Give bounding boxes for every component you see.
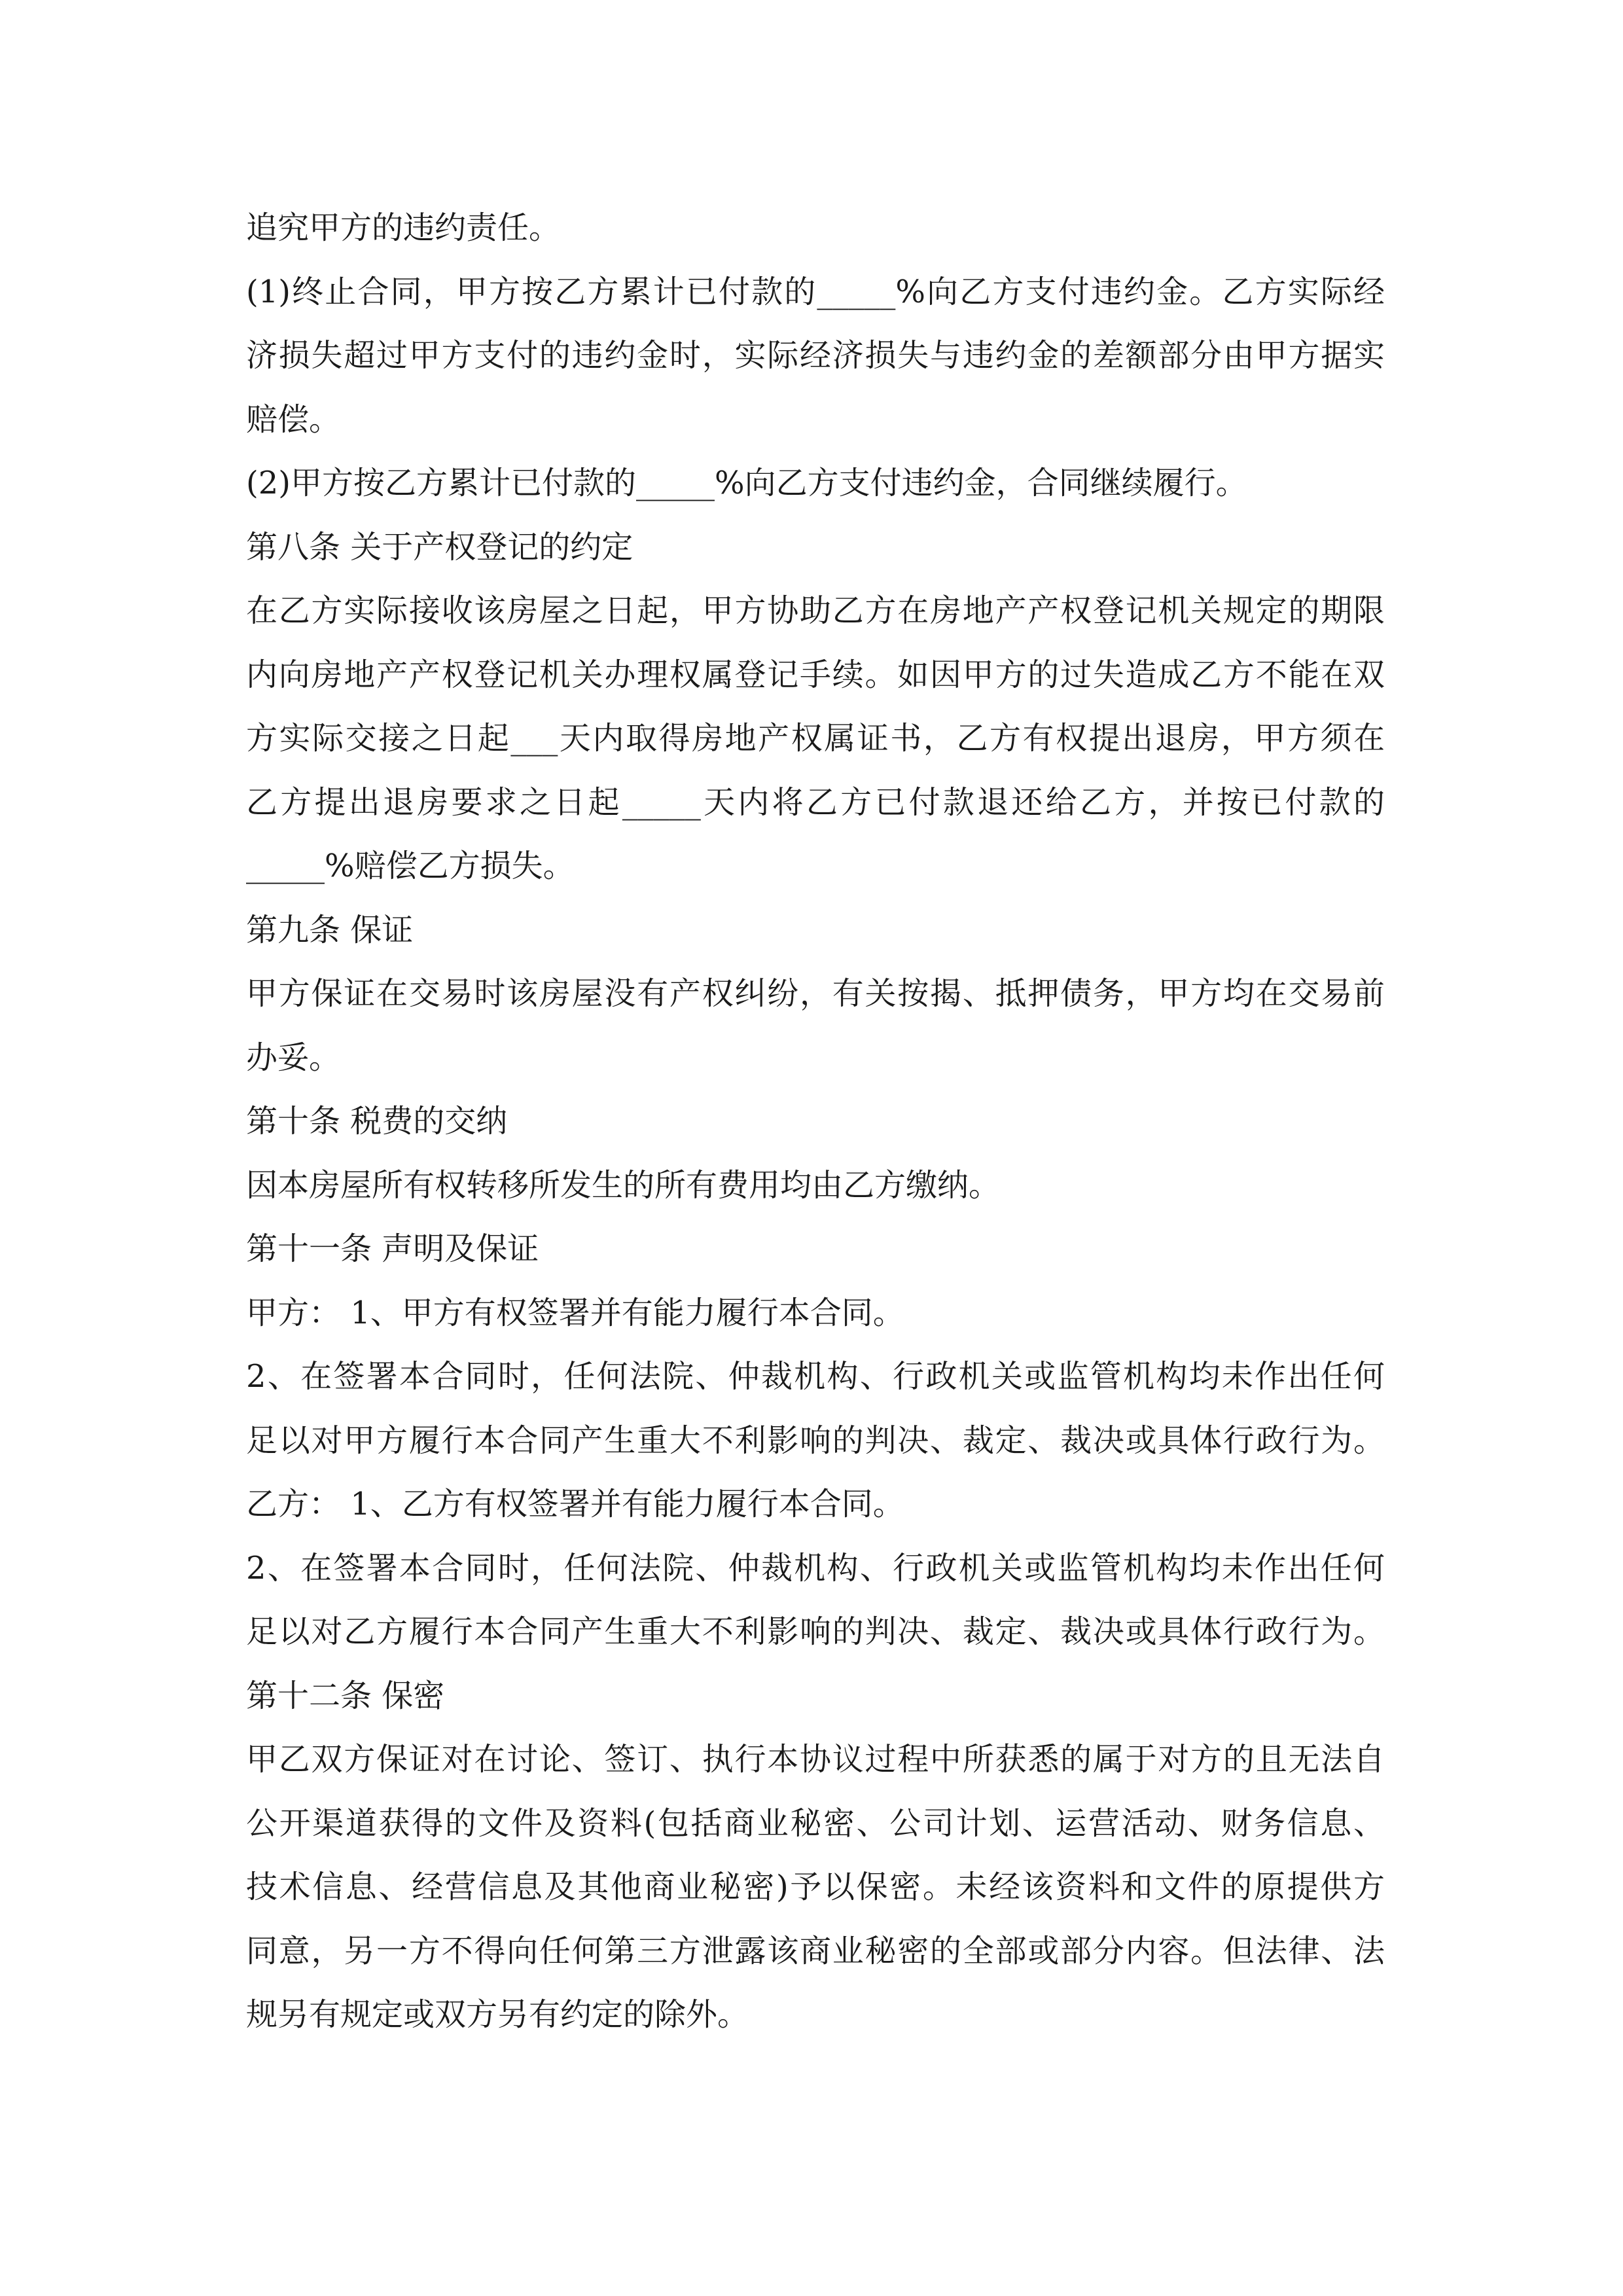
document-line: 技术信息、经营信息及其他商业秘密)予以保密。未经该资料和文件的原提供方 [246, 1869, 1385, 1905]
document-line: 足以对乙方履行本合同产生重大不利影响的判决、裁定、裁决或具体行政行为。 [246, 1613, 1385, 1650]
document-line: 方实际交接之日起___天内取得房地产权属证书，乙方有权提出退房，甲方须在 [246, 720, 1385, 757]
document-line: (2)甲方按乙方累计已付款的_____%向乙方支付违约金，合同继续履行。 [246, 465, 1247, 501]
document-line: 2、在签署本合同时，任何法院、仲裁机构、行政机关或监管机构均未作出任何 [246, 1358, 1385, 1395]
document-line: 内向房地产产权登记机关办理权属登记手续。如因甲方的过失造成乙方不能在双 [246, 656, 1385, 693]
document-line: 赔偿。 [246, 401, 341, 438]
document-line: 第十二条 保密 [246, 1677, 445, 1714]
document-line: 规另有规定或双方另有约定的除外。 [246, 1996, 749, 2033]
document-line: 济损失超过甲方支付的违约金时，实际经济损失与违约金的差额部分由甲方据实 [246, 337, 1385, 374]
document-line: 办妥。 [246, 1039, 341, 1076]
document-line: 在乙方实际接收该房屋之日起，甲方协助乙方在房地产产权登记机关规定的期限 [246, 592, 1385, 629]
document-page [246, 196, 1385, 2047]
document-line: 第八条 关于产权登记的约定 [246, 528, 633, 565]
document-line: 甲乙双方保证对在讨论、签订、执行本协议过程中所获悉的属于对方的且无法自 [246, 1741, 1385, 1778]
document-line: 因本房屋所有权转移所发生的所有费用均由乙方缴纳。 [246, 1166, 1001, 1204]
document-line: 第十条 税费的交纳 [246, 1103, 508, 1139]
document-line: 甲方： 1、甲方有权签署并有能力履行本合同。 [246, 1294, 904, 1331]
document-line: (1)终止合同，甲方按乙方累计已付款的_____%向乙方支付违约金。乙方实际经 [246, 273, 1385, 310]
document-line: 甲方保证在交易时该房屋没有产权纠纷，有关按揭、抵押债务，甲方均在交易前 [246, 975, 1385, 1012]
document-line: 第十一条 声明及保证 [246, 1230, 539, 1267]
document-line: 同意，另一方不得向任何第三方泄露该商业秘密的全部或部分内容。但法律、法 [246, 1932, 1385, 1969]
document-line: 乙方提出退房要求之日起_____天内将乙方已付款退还给乙方，并按已付款的 [246, 783, 1385, 821]
document-line: 2、在签署本合同时，任何法院、仲裁机构、行政机关或监管机构均未作出任何 [246, 1549, 1385, 1587]
document-line: 第九条 保证 [246, 911, 414, 948]
document-line: 足以对甲方履行本合同产生重大不利影响的判决、裁定、裁决或具体行政行为。 [246, 1422, 1385, 1459]
document-line: 公开渠道获得的文件及资料(包括商业秘密、公司计划、运营活动、财务信息、 [246, 1804, 1385, 1842]
document-line: _____%赔偿乙方损失。 [246, 848, 575, 884]
document-line: 追究甲方的违约责任。 [246, 209, 561, 246]
document-line: 乙方： 1、乙方有权签署并有能力履行本合同。 [246, 1486, 904, 1522]
